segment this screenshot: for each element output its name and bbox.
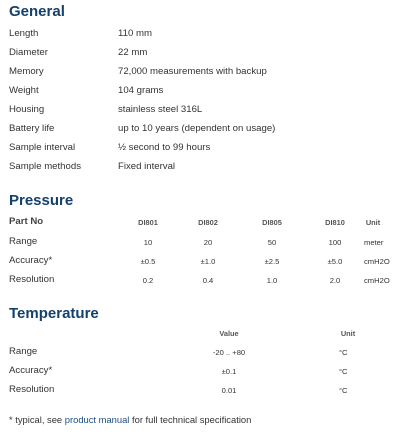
pressure-row-label: Resolution: [9, 274, 55, 285]
pressure-cell: 100: [328, 238, 342, 247]
temperature-heading: Temperature: [9, 305, 99, 322]
pressure-column-header: DI802: [198, 218, 218, 227]
pressure-cell: ±2.5: [264, 257, 280, 266]
temperature-row-label: Accuracy*: [9, 365, 53, 376]
footnote-suffix: for full technical specification: [129, 414, 252, 425]
pressure-cell: ±1.0: [200, 257, 216, 266]
temperature-cell: 0.01: [221, 386, 237, 395]
pressure-cell: ±0.5: [140, 257, 156, 266]
footnote-prefix: * typical, see: [9, 414, 65, 425]
pressure-column-header: DI810: [325, 218, 345, 227]
pressure-cell: ±5.0: [327, 257, 343, 266]
temperature-column-header: Value: [219, 329, 239, 338]
product-manual-link[interactable]: product manual: [64, 414, 130, 425]
general-label: Length: [9, 28, 39, 39]
general-label: Weight: [9, 85, 39, 96]
general-value: 104 grams: [118, 85, 164, 96]
temperature-cell: °C: [339, 367, 348, 376]
general-value: 72,000 measurements with backup: [118, 66, 267, 77]
general-value: stainless steel 316L: [118, 104, 203, 115]
general-label: Housing: [9, 104, 45, 115]
general-value: 22 mm: [118, 47, 148, 58]
general-label: Battery life: [9, 123, 55, 134]
temperature-cell: ±0.1: [221, 367, 237, 376]
pressure-cell: 20: [203, 238, 213, 247]
general-value: Fixed interval: [118, 161, 176, 172]
pressure-column-header: DI805: [262, 218, 282, 227]
pressure-cell: 1.0: [266, 276, 278, 285]
pressure-cell: 0.4: [202, 276, 214, 285]
pressure-column-header: DI801: [138, 218, 158, 227]
footnote: [9, 414, 251, 425]
general-heading: General: [9, 3, 65, 20]
pressure-cell: 0.2: [142, 276, 154, 285]
pressure-cell: 10: [143, 238, 153, 247]
general-value: ½ second to 99 hours: [118, 142, 211, 153]
general-label: Diameter: [9, 47, 48, 58]
temperature-cell: -20 .. +80: [212, 348, 246, 357]
temperature-column-header: Unit: [340, 329, 356, 338]
general-label: Memory: [9, 66, 44, 77]
pressure-row-label: Accuracy*: [9, 255, 53, 266]
pressure-column-header: Unit: [365, 218, 381, 227]
pressure-heading: Pressure: [9, 192, 74, 209]
general-value: 110 mm: [118, 28, 152, 39]
pressure-row-label: Range: [9, 236, 38, 247]
pressure-cell: cmH2O: [364, 257, 390, 266]
temperature-cell: °C: [339, 386, 348, 395]
pressure-cell: 50: [267, 238, 277, 247]
pressure-cell: meter: [364, 238, 384, 247]
pressure-cell: cmH2O: [364, 276, 390, 285]
pressure-header-label: Part No: [9, 216, 44, 227]
temperature-row-label: Resolution: [9, 384, 55, 395]
general-label: Sample interval: [9, 142, 76, 153]
general-label: Sample methods: [9, 161, 81, 172]
temperature-row-label: Range: [9, 346, 38, 357]
temperature-cell: °C: [339, 348, 348, 357]
general-value: up to 10 years (dependent on usage): [118, 123, 276, 134]
pressure-cell: 2.0: [329, 276, 341, 285]
